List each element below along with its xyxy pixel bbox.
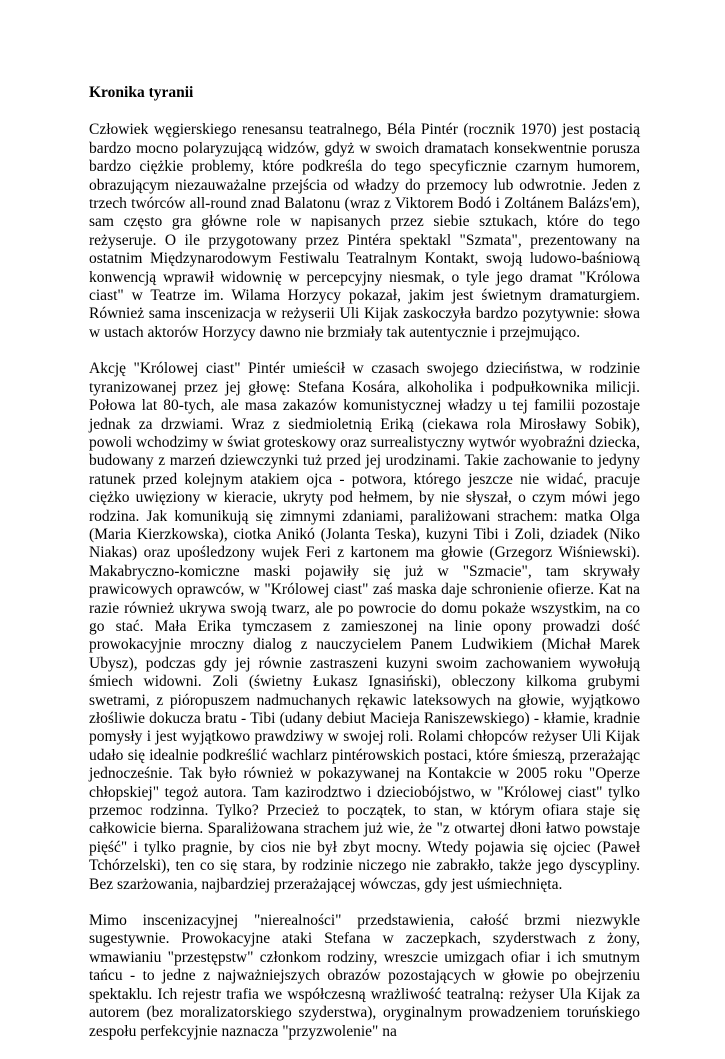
- paragraph-intro: Człowiek węgierskiego renesansu teatralnego, Béla Pintér (rocznik 1970) jest postacią bardzo mocno polaryzującą widzów, gdyż w swoich dramatach konsekwentnie porusza bardzo ciężkie problemy, które podkreśla do tego specyficznie czarnym humorem, obrazującym niezauważalne przejścia od władzy do przemocy lub odwrotnie. Jeden z trzech twórców all-round znad Balatonu (wraz z Viktorem Bodó i Zoltánem Balázs'em), sam często gra główne role w napisanych przez siebie sztukach, które do tego reżyseruje. O ile przygotowany przez Pintéra spektakl "Szmata", prezentowany na ostatnim Międzynarodowym Festiwalu Teatralnym Kontakt, swoją ludowo-baśniową konwencją wprawił widownię w percepcyjny niesmak, o tyle jego dramat "Królowa ciast" w Teatrze im. Wilama Horzycy pokazał, jakim jest świetnym dramaturgiem. Również sama inscenizacja w reżyserii Uli Kijak zaskoczyła bardzo pozytywnie: słowa w ustach aktorów Horzycy dawno nie brzmiały tak autentycznie i przejmująco.: [89, 121, 640, 341]
- paragraph-conclusion: Mimo inscenizacyjnej "nierealności" przedstawienia, całość brzmi niezwykle sugestywnie. Prowokacyjne ataki Stefana w zaczepkach, szyderstwach z żony, wmawianiu "przestępstw" członkom rodziny, wreszcie umizgach ofiar i ich smutnym tańcu - to jedne z najważniejszych obrazów pozostających w głowie po obejrzeniu spektaklu. Ich rejestr trafia we współczesną wrażliwość teatralną: reżyser Ula Kijak za autorem (bez moralizatorskiego szyderstwa), oryginalnym prowadzeniem toruńskiego zespołu perfekcyjnie naznacza "przyzwolenie" na: [89, 912, 640, 1040]
- document-page: [89, 84, 640, 1059]
- paragraph-plot: Akcję "Królowej ciast" Pintér umieścił w czasach swojego dzieciństwa, w rodzinie tyranizowanej przez jej głowę: Stefana Kosára, alkoholika i podpułkownika milicji. Połowa lat 80-tych, ale masa zakazów komunistycznej władzy u tej familii pozostaje jednak za drzwiami. Wraz z siedmioletnią Eriką (ciekawa rola Mirosławy Sobik), powoli wchodzimy w świat groteskowy oraz surrealistyczny wytwór wyobraźni dziecka, budowany z marzeń dziewczynki tuż przed jej urodzinami. Takie zachowanie to jedyny ratunek przed kolejnym atakiem ojca - potwora, którego jeszcze nie widać, pracuje ciężko uwięziony w kieracie, ukryty pod hełmem, by nie słyszał, o czym mówi jego rodzina. Jak komunikują się zimnymi zdaniami, paraliżowani strachem: matka Olga (Maria Kierzkowska), ciotka Anikó (Jolanta Teska), kuzyni Tibi i Zoli, dziadek (Niko Niakas) oraz upośledzony wujek Feri z kartonem ma głowie (Grzegorz Wiśniewski). Makabryczno-komiczne maski pojawiły się już w "Szmacie", tam skrywały prawicowych oprawców, w "Królowej ciast" zaś maska daje schronienie ofierze. Kat na razie również ukrywa swoją twarz, ale po powrocie do domu pokaże wszystkim, na co go stać. Mała Erika tymczasem z zamieszonej na linie opony prowadzi dość prowokacyjnie mroczny dialog z nauczycielem Panem Ludwikiem (Michał Marek Ubysz), podczas gdy jej równie zastraszeni kuzyni swoim zachowaniem wywołują śmiech widowni. Zoli (świetny Łukasz Ignasiński), obleczony kilkoma grubymi swetrami, z pióropuszem nadmuchanych rękawic lateksowych na głowie, wyjątkowo złośliwie dokucza bratu - Tibi (udany debiut Macieja Raniszewskiego) - kłamie, kradnie pomysły i jest wyjątkowo prawdziwy w swojej roli. Rolami chłopców reżyser Uli Kijak udało się idealnie podkreślić wachlarz pintérowskich postaci, które śmieszą, przerażając jednocześnie. Tak było również w pokazywanej na Kontakcie w 2005 roku "Operze chłopskiej" tegoż autora. Tam kazirodztwo i dzieciobójstwo, w "Królowej ciast" tylko przemoc rodzinna. Tylko? Przecież to początek, to stan, w którym ofiara staje się całkowicie bierna. Sparaliżowana strachem już wie, że "z otwartej dłoni łatwo powstaje pięść" i tylko pragnie, by cios nie był zbyt mocny. Wtedy pojawia się ojciec (Paweł Tchórzelski), ten co się stara, by rodzinie niczego nie zabrakło, także jego dyscypliny. Bez szarżowania, najbardziej przerażającej wówczas, gdy jest uśmiechnięta.: [89, 360, 640, 893]
- document-title: Kronika tyranii: [89, 84, 194, 101]
